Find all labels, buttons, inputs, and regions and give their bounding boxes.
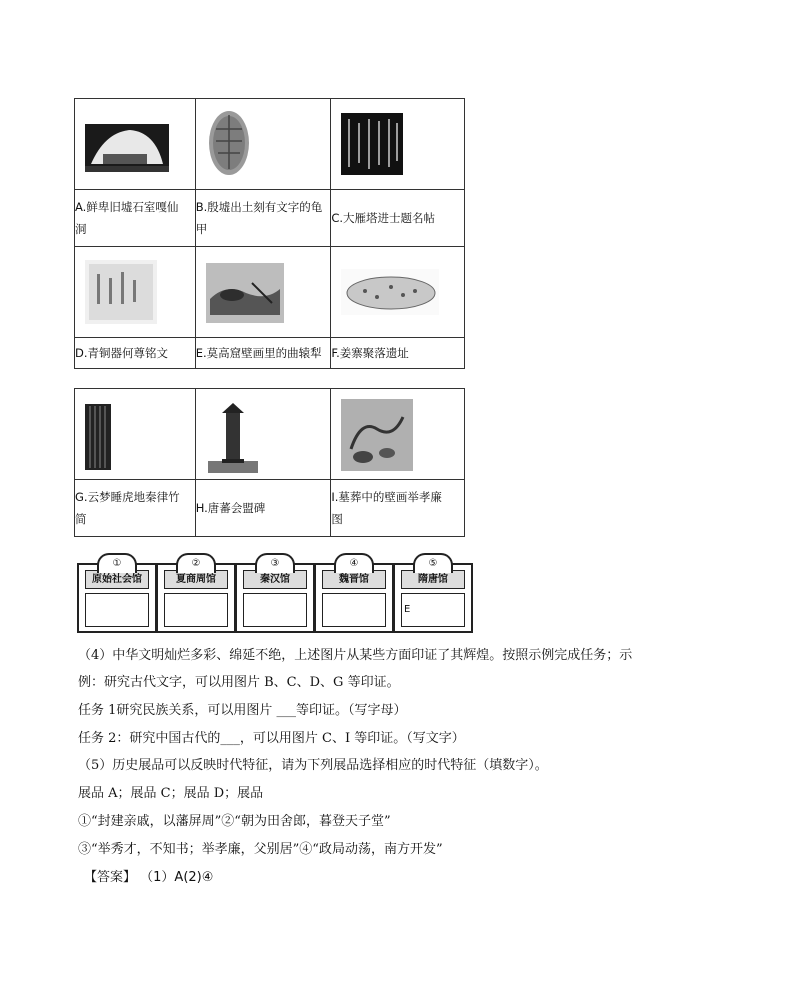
caption-i: I.墓葬中的壁画举孝廉 图 [331, 480, 465, 537]
image-cell-a [75, 99, 196, 190]
image-cell-h [195, 389, 331, 480]
hall-number-badge: ② [176, 553, 216, 573]
options-1-2: ①“封建亲戚，以藩屏周”②“朝为田舍郎，暮登天子堂” [78, 814, 391, 829]
question-4-line-2: 例：研究古代文字，可以用图片 B、C、D、G 等印证。 [78, 675, 400, 690]
hall-wei-jin: 魏晋馆 [314, 563, 394, 633]
hall-answer-box [85, 593, 149, 627]
hall-answer-box [322, 593, 386, 627]
settlement-ruins-photo [341, 269, 439, 315]
hall-number-badge: ③ [255, 553, 295, 573]
answer-text: （1）A(2)④ [140, 870, 214, 885]
hall-sui-tang: 隋唐馆 E [393, 563, 473, 633]
answer-line [84, 866, 213, 885]
hall-answer-box [164, 593, 228, 627]
caption-e: E.莫高窟壁画里的曲辕犁 [195, 338, 331, 369]
cave-photo [85, 124, 169, 172]
caption-g: G.云梦睡虎地秦律竹 简 [75, 480, 196, 537]
hall-answer-box: E [401, 593, 465, 627]
image-cell-e [195, 247, 331, 338]
bamboo-slips-photo [85, 404, 111, 470]
task-2: 任务 2：研究中国古代的___，可以用图片 C、I 等印证。（写文字） [78, 731, 465, 746]
caption-a: A.鲜卑旧墟石室嘎仙 洞 [75, 190, 196, 247]
stele-photo [208, 401, 258, 473]
tomb-mural-photo [341, 399, 413, 471]
mural-plough-photo [206, 263, 284, 323]
museum-halls-diagram [77, 553, 469, 630]
hall-primitive: 原始社会馆 [77, 563, 157, 633]
hall-qin-han: 秦汉馆 [235, 563, 315, 633]
image-cell-g [75, 389, 196, 480]
hall-number-badge: ④ [334, 553, 374, 573]
inscription-rubbing-photo [341, 113, 403, 175]
exhibit-table-2 [74, 388, 465, 537]
hall-number-badge: ⑤ [413, 553, 453, 573]
question-4-line-1: （4）中华文明灿烂多彩、绵延不绝，上述图片从某些方面印证了其辉煌。按照示例完成任务；示 [78, 648, 633, 663]
hall-xia-shang-zhou: 夏商周馆 [156, 563, 236, 633]
options-3-4: ③“举秀才，不知书；举孝廉，父别居”④“政局动荡，南方开发” [78, 842, 443, 857]
image-cell-f [331, 247, 465, 338]
caption-b: B.殷墟出土刻有文字的龟 甲 [195, 190, 331, 247]
caption-f: F.姜寨聚落遗址 [331, 338, 465, 369]
caption-d: D.青铜器何尊铭文 [75, 338, 196, 369]
image-cell-d [75, 247, 196, 338]
caption-h: H.唐蕃会盟碑 [195, 480, 331, 537]
question-5: （5）历史展品可以反映时代特征，请为下列展品选择相应的时代特征（填数字）。 [78, 758, 548, 773]
hall-answer-box [243, 593, 307, 627]
task-1: 任务 1研究民族关系，可以用图片 ___等印证。（写字母） [78, 703, 407, 718]
oracle-bone-photo [206, 109, 252, 177]
image-cell-b [195, 99, 331, 190]
image-cell-c [331, 99, 465, 190]
exhibit-table-1 [74, 98, 465, 369]
hall-number-badge: ① [97, 553, 137, 573]
image-cell-i [331, 389, 465, 480]
answer-label: 【答案】 [84, 870, 137, 885]
exhibits-line: 展品 A；展品 C；展品 D；展品 [78, 786, 264, 801]
caption-c: C.大雁塔进士题名帖 [331, 190, 465, 247]
bronze-inscription-photo [85, 260, 157, 324]
